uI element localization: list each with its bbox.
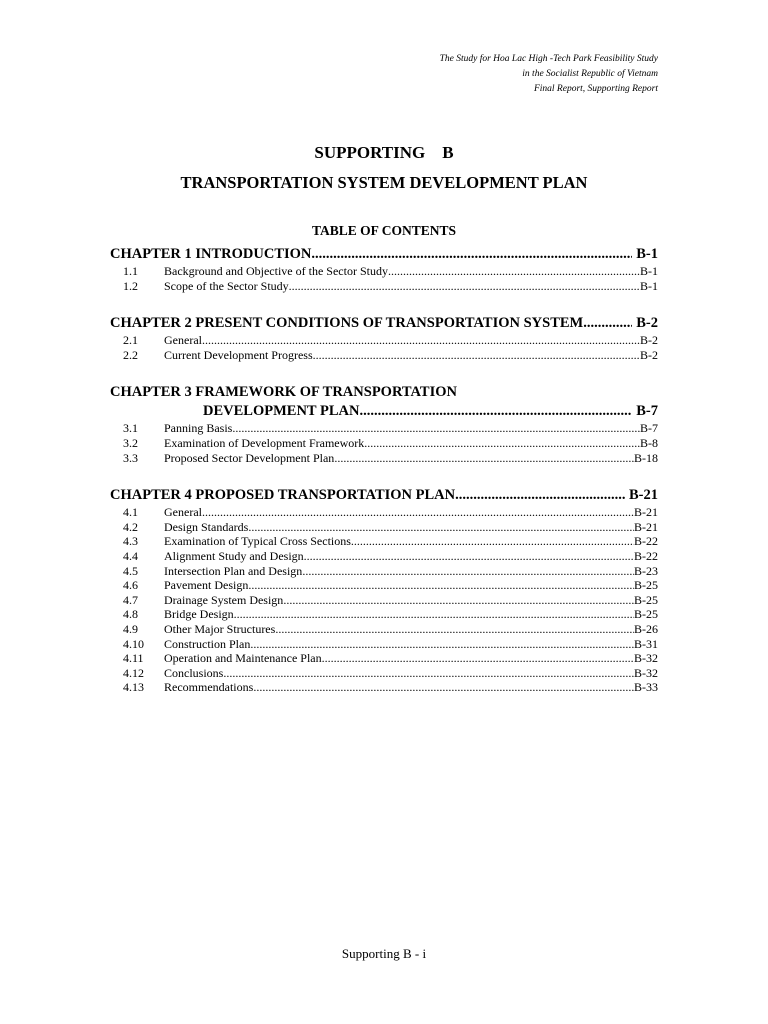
section-title: Intersection Plan and Design — [164, 563, 303, 578]
chapter-entry-line-2[interactable] — [110, 402, 658, 421]
section-page: B-21 — [634, 505, 658, 520]
section-title: Background and Objective of the Sector Study — [164, 264, 388, 278]
section-title: Pavement Design — [164, 578, 249, 593]
section-title: Examination of Typical Cross Sections — [164, 534, 351, 549]
running-header — [440, 52, 658, 97]
section-number: 2.1 — [123, 333, 138, 348]
chapter-title-line-1: CHAPTER 3 FRAMEWORK OF TRANSPORTATION — [110, 384, 457, 401]
table-of-contents — [110, 245, 658, 695]
dot-leader — [202, 333, 640, 348]
section-number: 2.2 — [123, 347, 138, 362]
section-number: 4.12 — [123, 665, 144, 680]
section-number: 1.1 — [123, 264, 138, 278]
toc-chapter-2 — [110, 314, 658, 362]
section-page: B-23 — [634, 563, 658, 578]
dot-leader — [351, 534, 634, 549]
section-number: 3.3 — [123, 450, 138, 465]
toc-heading: TABLE OF CONTENTS — [311, 223, 457, 238]
section-page: B-18 — [634, 450, 658, 465]
toc-section-entry[interactable] — [110, 637, 658, 652]
toc-section-entry[interactable] — [110, 505, 658, 520]
chapter-entry-line-1[interactable] — [110, 383, 658, 402]
section-number: 4.5 — [123, 563, 138, 578]
dot-leader — [302, 564, 634, 579]
section-number: 3.2 — [123, 435, 138, 450]
dot-leader — [202, 505, 634, 520]
chapter-entry[interactable] — [110, 486, 658, 505]
section-page: B-22 — [634, 534, 658, 549]
toc-section-entry[interactable] — [110, 348, 658, 363]
toc-section-entry[interactable] — [110, 549, 658, 564]
chapter-page: B-7 — [636, 403, 658, 420]
dot-leader — [250, 637, 634, 652]
dot-leader — [388, 264, 640, 279]
chapter-title-line-2: DEVELOPMENT PLAN — [203, 403, 360, 420]
section-page: B-2 — [640, 333, 658, 348]
header-line-2: in the Socialist Republic of Vietnam — [522, 69, 658, 79]
section-title: Alignment Study and Design — [164, 548, 304, 563]
section-title: Proposed Sector Development Plan — [164, 450, 335, 465]
section-title: Current Development Progress — [164, 347, 313, 362]
section-number: 4.8 — [123, 607, 138, 622]
chapter-title: CHAPTER 2 PRESENT CONDITIONS OF TRANSPORTATION SYSTEM — [110, 315, 584, 332]
dot-leader — [289, 279, 640, 294]
dot-leader — [364, 436, 640, 451]
toc-section-entry[interactable] — [110, 534, 658, 549]
section-page: B-7 — [640, 421, 658, 436]
chapter-title: CHAPTER 1 INTRODUCTION — [110, 246, 312, 262]
dot-leader — [234, 607, 634, 622]
section-page: B-22 — [634, 548, 658, 563]
section-title: Drainage System Design — [164, 592, 284, 607]
toc-section-entry[interactable] — [110, 651, 658, 666]
toc-chapter-1 — [110, 245, 658, 293]
section-number: 4.2 — [123, 519, 138, 534]
section-title: Conclusions — [164, 665, 224, 680]
dot-leader — [322, 651, 634, 666]
section-page: B-2 — [640, 347, 658, 362]
chapter-entry[interactable] — [110, 245, 658, 264]
section-number: 3.1 — [123, 421, 138, 436]
toc-section-entry[interactable] — [110, 421, 658, 436]
dot-leader — [283, 593, 634, 608]
section-title: Design Standards — [164, 519, 249, 534]
supporting-title: SUPPORTING B — [314, 143, 454, 162]
page-footer: Supporting B - i — [341, 946, 427, 961]
toc-section-entry[interactable] — [110, 607, 658, 622]
header-line-3: Final Report, Supporting Report — [533, 84, 658, 94]
toc-section-entry[interactable] — [110, 578, 658, 593]
toc-section-entry[interactable] — [110, 680, 658, 695]
section-number: 4.9 — [123, 621, 138, 636]
section-page: B-8 — [640, 435, 658, 450]
toc-section-entry[interactable] — [110, 593, 658, 608]
dot-leader — [304, 549, 634, 564]
toc-section-entry[interactable] — [110, 520, 658, 535]
chapter-title: CHAPTER 4 PROPOSED TRANSPORTATION PLAN — [110, 487, 456, 504]
dot-leader — [248, 520, 634, 535]
section-title: Operation and Maintenance Plan — [164, 651, 322, 666]
toc-section-entry[interactable] — [110, 279, 658, 294]
chapter-entry[interactable] — [110, 314, 658, 333]
section-title: General — [164, 505, 202, 520]
section-number: 1.2 — [123, 278, 138, 293]
toc-section-entry[interactable] — [110, 666, 658, 681]
section-number: 4.6 — [123, 578, 138, 593]
section-page: B-26 — [634, 621, 658, 636]
section-number: 4.13 — [123, 680, 144, 695]
section-page: B-1 — [640, 278, 658, 293]
dot-leader — [313, 348, 640, 363]
dot-leader — [583, 314, 632, 333]
toc-section-entry[interactable] — [110, 451, 658, 466]
toc-section-entry[interactable] — [110, 333, 658, 348]
section-title: General — [164, 333, 202, 348]
dot-leader — [223, 666, 634, 681]
dot-leader — [359, 402, 632, 421]
section-number: 4.11 — [123, 651, 144, 666]
section-number: 4.7 — [123, 592, 138, 607]
section-page: B-33 — [634, 680, 658, 695]
dot-leader — [253, 680, 634, 695]
chapter-page: B-21 — [629, 487, 658, 504]
section-title: Recommendations — [164, 680, 254, 695]
section-page: B-1 — [640, 264, 658, 278]
toc-section-entry[interactable] — [110, 264, 658, 279]
section-page: B-25 — [634, 607, 658, 622]
document-title: TRANSPORTATION SYSTEM DEVELOPMENT PLAN — [180, 173, 588, 192]
dot-leader — [311, 245, 632, 264]
section-page: B-32 — [634, 665, 658, 680]
section-page: B-32 — [634, 651, 658, 666]
section-page: B-25 — [634, 592, 658, 607]
dot-leader — [248, 578, 634, 593]
section-title: Construction Plan — [164, 636, 251, 651]
chapter-page: B-2 — [636, 315, 658, 332]
section-title: Examination of Development Framework — [164, 435, 365, 450]
section-number: 4.3 — [123, 534, 138, 549]
section-title: Panning Basis — [164, 421, 233, 436]
toc-section-entry[interactable] — [110, 436, 658, 451]
section-title: Scope of the Sector Study — [164, 278, 289, 293]
toc-section-entry[interactable] — [110, 622, 658, 637]
dot-leader — [275, 622, 634, 637]
dot-leader — [455, 486, 625, 505]
section-title: Bridge Design — [164, 607, 234, 622]
header-line-1: The Study for Hoa Lac High -Tech Park Feasibility Study — [439, 54, 658, 64]
section-page: B-31 — [634, 636, 658, 651]
section-page: B-25 — [634, 578, 658, 593]
toc-section-entry[interactable] — [110, 564, 658, 579]
section-title: Other Major Structures — [164, 621, 276, 636]
toc-chapter-3 — [110, 383, 658, 465]
toc-chapter-4 — [110, 486, 658, 695]
dot-leader — [232, 421, 640, 436]
section-page: B-21 — [634, 519, 658, 534]
chapter-page: B-1 — [636, 246, 658, 262]
section-number: 4.10 — [123, 636, 144, 651]
section-number: 4.1 — [123, 505, 138, 520]
section-number: 4.4 — [123, 548, 138, 563]
dot-leader — [334, 451, 634, 466]
